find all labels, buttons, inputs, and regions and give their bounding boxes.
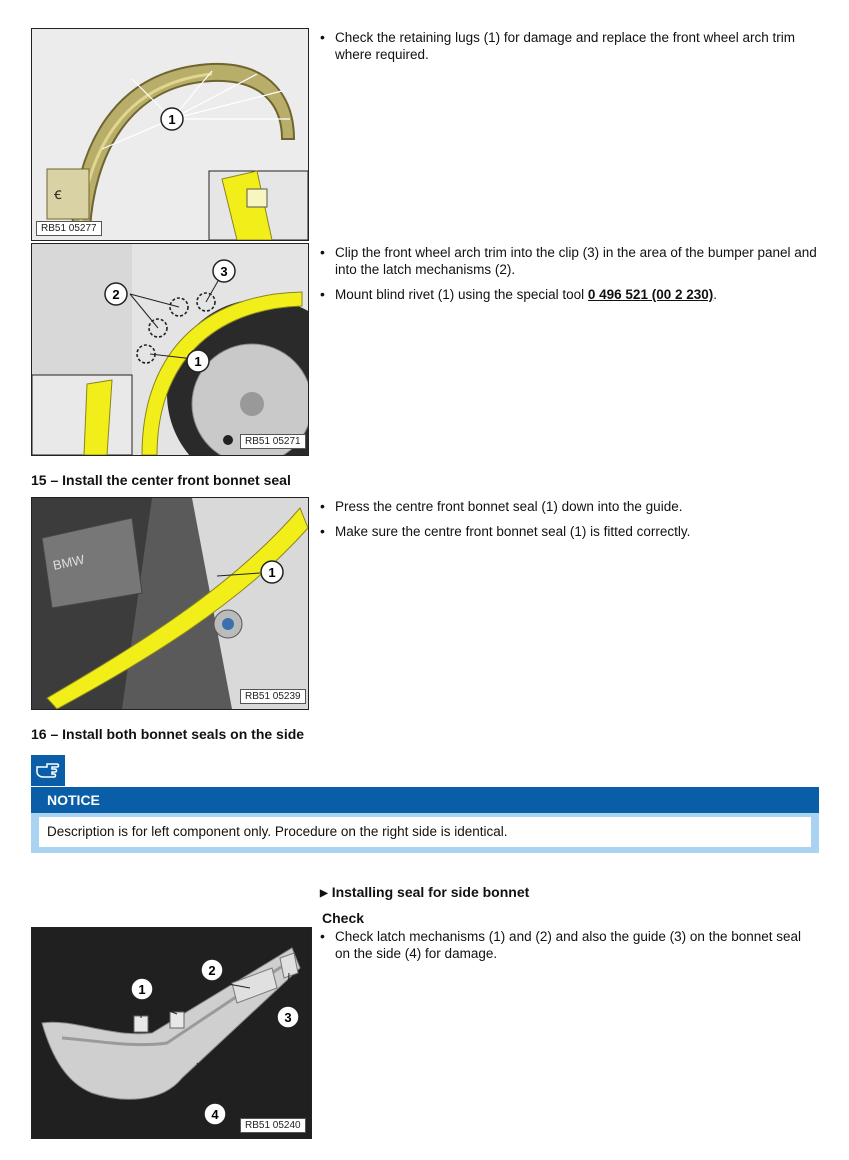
step15-bullets bbox=[318, 498, 818, 548]
subsection-title: Installing seal for side bonnet bbox=[331, 884, 530, 900]
callout-1 bbox=[187, 350, 209, 372]
svg-text:ꞓ: ꞓ bbox=[54, 186, 62, 203]
svg-text:3: 3 bbox=[220, 264, 228, 279]
callout-3 bbox=[213, 260, 235, 282]
bullet: • Clip the front wheel arch trim into the clip (3) in the area of the bumper panel and into the latch mechanisms (2). bbox=[318, 244, 818, 278]
figure-ref: RB51 05240 bbox=[240, 1118, 306, 1133]
subsection-toggle[interactable] bbox=[320, 884, 529, 900]
svg-text:1: 1 bbox=[168, 112, 176, 127]
step15-heading: 15 – Install the center front bonnet seal bbox=[31, 472, 291, 488]
svg-text:1: 1 bbox=[138, 982, 146, 997]
svg-text:4: 4 bbox=[211, 1107, 219, 1122]
notice-title: NOTICE bbox=[31, 787, 819, 813]
callout-3 bbox=[277, 1006, 299, 1028]
figure-wheel-arch-trim bbox=[31, 28, 309, 241]
step16-bullets bbox=[318, 928, 818, 970]
bullet: • Make sure the centre front bonnet seal (1) is fitted correctly. bbox=[318, 523, 818, 540]
svg-text:2: 2 bbox=[208, 963, 216, 978]
svg-text:3: 3 bbox=[284, 1010, 292, 1025]
callout-1 bbox=[261, 561, 283, 583]
figure-ref: RB51 05239 bbox=[240, 689, 306, 704]
callout-2 bbox=[105, 283, 127, 305]
svg-text:1: 1 bbox=[268, 565, 276, 580]
triangle-right-icon: ▶ bbox=[320, 888, 328, 899]
figure-side-bonnet-seal bbox=[31, 927, 312, 1139]
bullet: • Mount blind rivet (1) using the special tool 0 496 521 (00 2 230). bbox=[318, 286, 818, 303]
bullet: • Press the centre front bonnet seal (1) down into the guide. bbox=[318, 498, 818, 515]
bullet: • Check latch mechanisms (1) and (2) and also the guide (3) on the bonnet seal on the side (4) for damage. bbox=[318, 928, 818, 962]
step16-heading: 16 – Install both bonnet seals on the side bbox=[31, 726, 305, 742]
callout-4 bbox=[204, 1103, 226, 1125]
section1-bullets bbox=[318, 29, 818, 71]
special-tool-link[interactable]: 0 496 521 (00 2 230) bbox=[587, 287, 714, 302]
pointing-hand-icon bbox=[31, 755, 65, 786]
section2-bullets bbox=[318, 244, 818, 311]
callout-2 bbox=[201, 959, 223, 981]
check-label: Check bbox=[322, 910, 365, 926]
notice-body bbox=[31, 813, 819, 853]
bullet: • Check the retaining lugs (1) for damage and replace the front wheel arch trim where required. bbox=[318, 29, 818, 63]
engine-badge: BMW bbox=[51, 551, 86, 573]
figure-clip-rivet bbox=[31, 243, 309, 456]
figure-ref: RB51 05277 bbox=[36, 221, 102, 236]
notice-text: Description is for left component only. Procedure on the right side is identical. bbox=[39, 817, 811, 847]
callout-1 bbox=[131, 978, 153, 1000]
svg-text:1: 1 bbox=[194, 354, 202, 369]
svg-text:2: 2 bbox=[112, 287, 120, 302]
figure-center-bonnet-seal bbox=[31, 497, 309, 710]
callout-1 bbox=[161, 108, 183, 130]
figure-ref: RB51 05271 bbox=[240, 434, 306, 449]
